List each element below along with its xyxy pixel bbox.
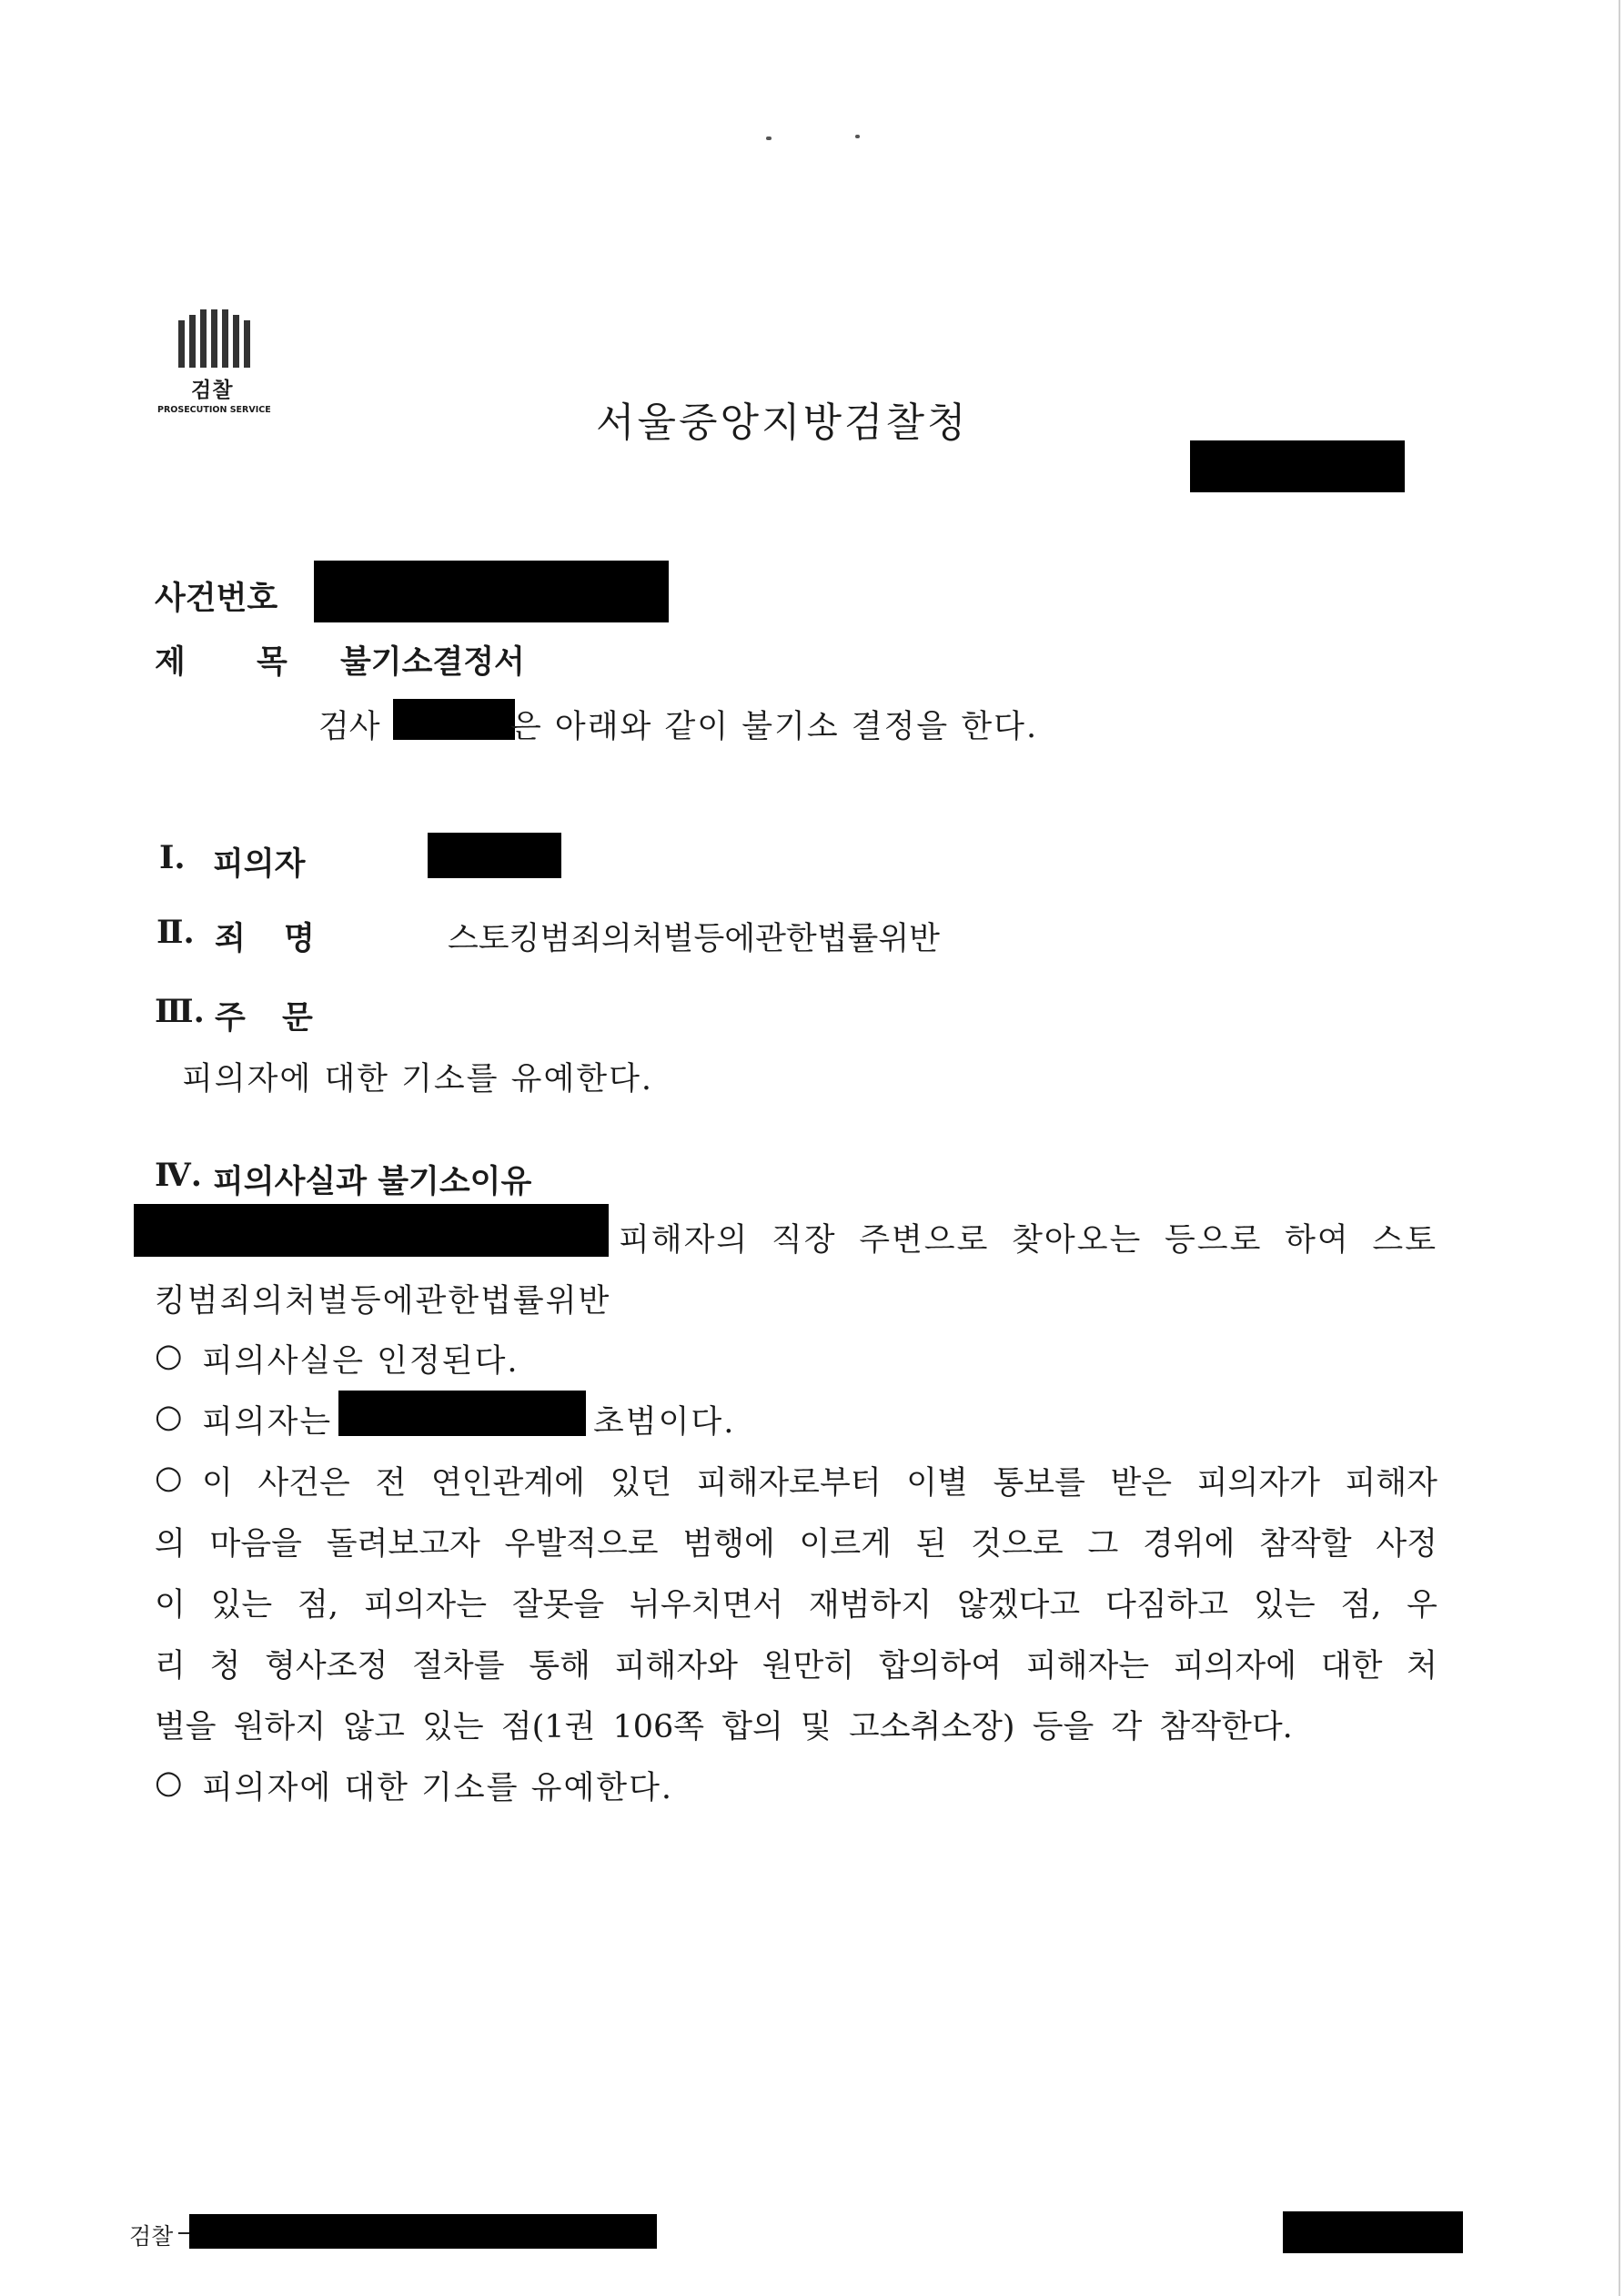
scan-edge-line xyxy=(1619,0,1620,2296)
finding-3-line-2: 의 마음을 돌려보고자 우발적으로 범행에 이르게 된 것으로 그 경위에 참작할 사정 xyxy=(155,1526,1437,1563)
finding-1: 피의사실은 인정된다. xyxy=(202,1343,519,1380)
redaction-box xyxy=(1190,440,1405,492)
finding-3-line-3: 이 있는 점, 피의자는 잘못을 뉘우치면서 재범하지 않겠다고 다짐하고 있는 점, 우 xyxy=(155,1587,1437,1623)
scan-speck xyxy=(855,135,860,138)
case-number-redaction xyxy=(314,561,669,622)
section-3-label-b: 문 xyxy=(282,999,313,1037)
suspect-name-redaction xyxy=(428,833,561,878)
scan-speck xyxy=(766,137,772,140)
bullet-4: ○ xyxy=(155,1765,183,1801)
facts-line-1: 피해자의 직장 주변으로 찾아오는 등으로 하여 스토 xyxy=(619,1222,1437,1259)
section-2-label-b: 명 xyxy=(284,920,315,957)
finding-4: 피의자에 대한 기소를 유예한다. xyxy=(202,1770,674,1806)
section-3-num: Ⅲ. xyxy=(155,993,205,1030)
case-number-label: 사건번호 xyxy=(155,580,278,617)
title-label-a: 제 xyxy=(155,643,186,681)
logo-wordmark: 검찰 xyxy=(191,379,234,402)
logo-subtitle: PROSECUTION SERVICE xyxy=(157,405,271,415)
facts-redaction xyxy=(134,1204,609,1257)
prior-record-redaction xyxy=(338,1391,586,1436)
section-1-label: 피의자 xyxy=(213,845,306,883)
logo-bars-icon xyxy=(178,309,276,368)
section-4-num: Ⅳ. xyxy=(155,1157,202,1194)
facts-line-2: 킹범죄의처벌등에관한법률위반 xyxy=(155,1283,611,1320)
bullet-2: ○ xyxy=(155,1399,183,1435)
finding-3-line-5: 벌을 원하지 않고 있는 점(1권 106쪽 합의 및 고소취소장) 등을 각 참작한다. xyxy=(155,1709,1293,1745)
section-1-num: Ⅰ. xyxy=(159,839,186,876)
office-name: 서울중앙지방검찰청 xyxy=(596,400,969,446)
charge-name: 스토킹범죄의처벌등에관한법률위반 xyxy=(448,921,940,957)
finding-2-suffix: 초범이다. xyxy=(593,1404,736,1441)
section-3-label-a: 주 xyxy=(215,999,246,1037)
title-label-b: 목 xyxy=(257,643,287,681)
bullet-1: ○ xyxy=(155,1338,183,1374)
finding-3-line-1: 이 사건은 전 연인관계에 있던 피해자로부터 이별 통보를 받은 피의자가 피해자 xyxy=(202,1465,1437,1502)
bullet-3: ○ xyxy=(155,1460,183,1496)
section-4-label: 피의사실과 불기소이유 xyxy=(213,1163,532,1200)
footer-redaction-left xyxy=(189,2214,657,2249)
disposition-text: 피의자에 대한 기소를 유예한다. xyxy=(182,1061,654,1097)
document-title: 불기소결정서 xyxy=(340,643,525,681)
intro-suffix: 은 아래와 같이 불기소 결정을 한다. xyxy=(510,709,1039,745)
finding-3-line-4: 리 청 형사조정 절차를 통해 피해자와 원만히 합의하여 피해자는 피의자에 대한 처 xyxy=(155,1648,1437,1684)
footer-prefix: 검찰 xyxy=(129,2223,174,2250)
prosecutor-name-redaction xyxy=(393,699,515,740)
prosecution-logo xyxy=(157,309,276,415)
footer-redaction-right xyxy=(1283,2211,1463,2253)
intro-prefix: 검사 xyxy=(318,709,380,745)
section-2-num: Ⅱ. xyxy=(156,914,195,951)
section-2-label-a: 죄 xyxy=(215,920,246,957)
finding-2-prefix: 피의자는 xyxy=(202,1404,333,1441)
